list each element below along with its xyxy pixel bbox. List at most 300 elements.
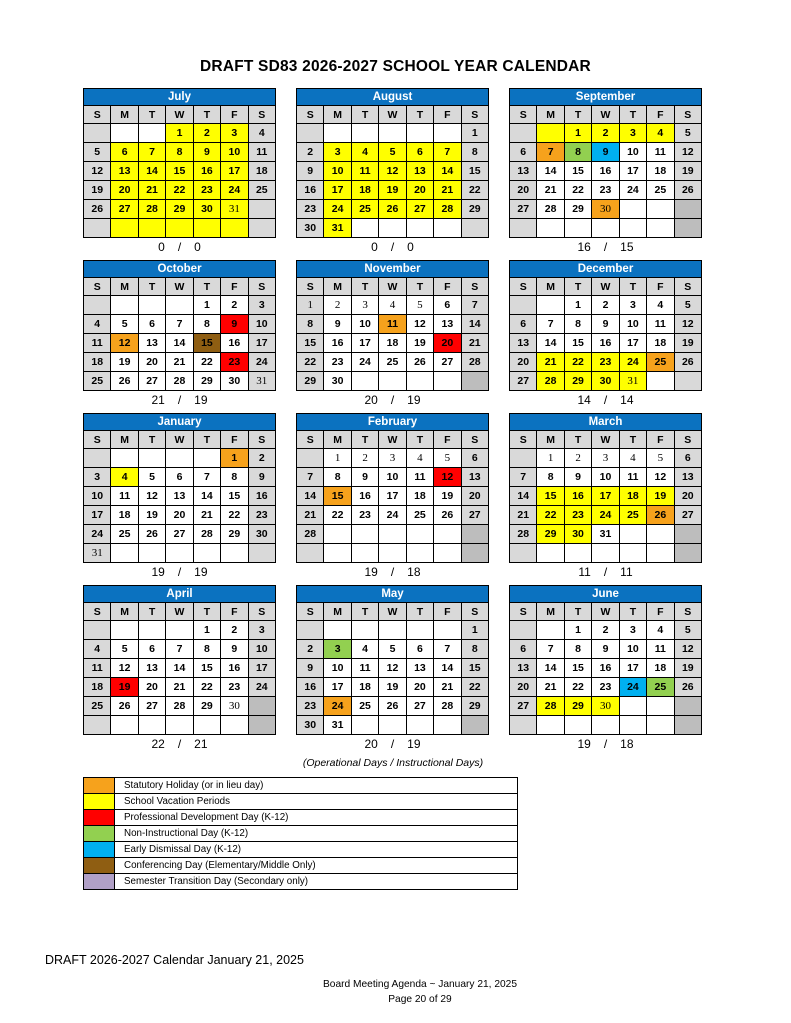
day-cell-empty [509,123,536,142]
day-cell: 6 [509,142,536,161]
day-cell: 28 [536,696,563,715]
weekday-header-cell: S [248,277,275,295]
day-cell: 2 [591,620,618,639]
day-cell: 27 [165,524,192,543]
weekday-header-cell: T [406,105,433,123]
weekday-header-cell: T [351,105,378,123]
day-cell: 22 [323,505,350,524]
legend-color-swatch [84,794,115,809]
month-day-counts [509,391,702,408]
day-cell-empty [248,543,275,562]
day-cell-empty [165,715,192,734]
day-cell: 31 [591,524,618,543]
day-cell: 1 [193,620,220,639]
day-cell: 30 [591,199,618,218]
day-cell: 24 [619,677,646,696]
day-cell: 11 [83,333,110,352]
day-cell: 22 [461,677,488,696]
weekday-header-cell: S [296,430,323,448]
day-cell: 3 [619,295,646,314]
month-calendar-november [296,260,489,413]
day-cell: 10 [248,639,275,658]
day-cell: 25 [83,371,110,390]
day-cell-empty [165,218,192,237]
day-cell: 6 [138,314,165,333]
day-cell: 20 [674,486,701,505]
day-cell: 6 [509,314,536,333]
day-cell: 3 [619,123,646,142]
month-day-counts [296,238,489,255]
day-cell: 30 [248,524,275,543]
day-cell: 14 [296,486,323,505]
legend-item-label: Semester Transition Day (Secondary only) [124,876,309,887]
day-cell-empty [564,715,591,734]
day-cell: 14 [165,333,192,352]
day-cell: 16 [591,658,618,677]
day-cell: 22 [296,352,323,371]
day-cell-empty [165,620,192,639]
day-cell: 30 [591,696,618,715]
day-cell: 29 [461,696,488,715]
day-cell: 22 [165,180,192,199]
legend-item [84,778,517,794]
day-cell-empty [193,448,220,467]
day-cell: 27 [138,696,165,715]
month-grid [509,430,702,563]
day-cell-empty [536,620,563,639]
day-cell-empty [351,715,378,734]
day-cell: 13 [110,161,137,180]
day-cell: 13 [138,333,165,352]
weekday-header-cell: W [165,277,192,295]
day-cell: 23 [351,505,378,524]
day-cell: 11 [351,161,378,180]
day-cell: 28 [433,696,460,715]
day-cell: 19 [674,658,701,677]
legend-item [84,794,517,810]
month-day-counts [296,391,489,408]
day-cell: 16 [323,333,350,352]
day-cell: 6 [433,295,460,314]
weekday-header-cell: T [351,602,378,620]
weekday-header-cell: S [674,602,701,620]
day-cell: 16 [591,161,618,180]
day-cell: 12 [646,467,673,486]
day-cell: 5 [674,123,701,142]
day-cell: 20 [138,677,165,696]
month-grid [296,277,489,391]
day-cell: 21 [165,677,192,696]
month-grid [509,602,702,735]
day-cell: 22 [564,180,591,199]
day-cell: 5 [83,142,110,161]
day-cell: 31 [323,715,350,734]
month-calendar-december [509,260,702,413]
day-cell: 25 [646,677,673,696]
day-cell-empty [406,218,433,237]
weekday-header-cell: S [461,277,488,295]
day-cell: 13 [509,658,536,677]
day-cell: 26 [110,696,137,715]
day-cell: 12 [433,467,460,486]
day-cell: 14 [433,658,460,677]
day-cell-empty [433,123,460,142]
day-cell-empty [110,620,137,639]
legend-color-swatch [84,874,115,889]
day-cell: 9 [296,161,323,180]
day-cell: 16 [564,486,591,505]
weekday-header-cell: W [378,430,405,448]
day-cell: 28 [536,199,563,218]
day-cell: 31 [83,543,110,562]
month-day-counts [83,391,276,408]
day-cell: 5 [433,448,460,467]
day-cell-empty [509,620,536,639]
weekday-header-cell: T [193,105,220,123]
day-cell: 24 [619,352,646,371]
day-cell: 15 [296,333,323,352]
weekday-header-cell: T [564,105,591,123]
day-cell: 6 [406,142,433,161]
day-cell-empty [110,715,137,734]
day-cell-empty [646,715,673,734]
day-cell: 8 [564,142,591,161]
day-cell: 1 [536,448,563,467]
weekday-header-cell: W [378,602,405,620]
instructional-days-count: 0 [194,239,201,254]
day-cell: 17 [619,658,646,677]
instructional-days-count: 19 [407,392,421,407]
day-cell: 20 [406,677,433,696]
day-cell: 24 [619,180,646,199]
count-separator: / [603,392,608,407]
month-calendar-september [509,88,702,260]
day-cell: 8 [193,314,220,333]
day-cell: 13 [674,467,701,486]
day-cell: 7 [461,295,488,314]
legend-color-swatch [84,826,115,841]
day-cell: 8 [461,639,488,658]
weekday-header-cell: F [433,602,460,620]
legend-color-swatch [84,858,115,873]
day-cell-empty [509,218,536,237]
months-row [83,88,703,260]
operational-days-count: 21 [151,392,165,407]
day-cell: 1 [323,448,350,467]
day-cell: 23 [193,180,220,199]
day-cell: 9 [296,658,323,677]
day-cell: 2 [591,123,618,142]
weekday-header-cell: M [323,105,350,123]
legend-item-label: Statutory Holiday (or in lieu day) [124,780,264,791]
weekday-header-cell: T [406,277,433,295]
legend [83,777,518,890]
day-cell: 7 [296,467,323,486]
day-cell: 19 [406,333,433,352]
day-cell-empty [351,123,378,142]
weekday-header-cell: S [509,277,536,295]
day-cell: 5 [378,142,405,161]
day-cell: 15 [461,658,488,677]
day-cell: 12 [674,639,701,658]
weekday-header-cell: M [323,602,350,620]
count-separator: / [603,564,608,579]
day-cell: 12 [110,333,137,352]
day-cell: 13 [433,314,460,333]
weekday-header-cell: S [296,602,323,620]
month-day-counts [509,563,702,580]
month-header: July [83,88,276,105]
day-cell: 10 [378,467,405,486]
operational-days-count: 0 [371,239,378,254]
weekday-header-cell: F [433,105,460,123]
day-cell: 14 [509,486,536,505]
day-cell: 27 [509,696,536,715]
day-cell: 16 [220,333,247,352]
day-cell-empty [165,543,192,562]
day-cell: 30 [193,199,220,218]
day-cell: 31 [220,199,247,218]
day-cell: 29 [461,199,488,218]
weekday-header-cell: W [165,105,192,123]
day-cell-empty [110,543,137,562]
month-calendar-january [83,413,276,585]
day-cell: 20 [406,180,433,199]
day-cell-empty [138,543,165,562]
day-cell: 20 [509,352,536,371]
weekday-header-cell: T [193,277,220,295]
weekday-header-cell: M [110,430,137,448]
day-cell-empty [351,218,378,237]
day-cell: 25 [646,352,673,371]
day-cell: 7 [165,314,192,333]
day-cell: 20 [165,505,192,524]
day-cell: 15 [564,658,591,677]
weekday-header-cell: T [351,277,378,295]
day-cell-empty [646,371,673,390]
day-cell: 6 [110,142,137,161]
weekday-header-cell: T [351,430,378,448]
months-row [83,585,703,757]
day-cell: 17 [619,333,646,352]
day-cell: 22 [564,352,591,371]
weekday-header-cell: M [110,105,137,123]
day-cell-empty [248,218,275,237]
weekday-header-cell: F [433,277,460,295]
month-day-counts [83,735,276,752]
page-title: DRAFT SD83 2026-2027 SCHOOL YEAR CALENDAR [200,58,591,75]
weekday-header-cell: S [461,105,488,123]
day-cell-empty [619,543,646,562]
day-cell: 28 [296,524,323,543]
day-cell-empty [83,295,110,314]
day-cell: 27 [110,199,137,218]
count-separator: / [177,392,182,407]
day-cell-empty [351,524,378,543]
day-cell-empty [536,123,563,142]
day-cell: 22 [220,505,247,524]
day-cell-empty [378,543,405,562]
day-cell: 3 [351,295,378,314]
day-cell: 17 [323,677,350,696]
footer-draft-line: DRAFT 2026-2027 Calendar January 21, 2025 [45,953,304,967]
day-cell: 5 [406,295,433,314]
day-cell: 19 [110,352,137,371]
month-header: November [296,260,489,277]
day-cell: 23 [323,352,350,371]
day-cell: 21 [536,677,563,696]
instructional-days-count: 19 [194,392,208,407]
day-cell: 14 [138,161,165,180]
day-cell: 1 [564,295,591,314]
day-cell-empty [461,543,488,562]
day-cell: 28 [433,199,460,218]
weekday-header-cell: S [509,430,536,448]
day-cell-empty [619,696,646,715]
operational-days-count: 19 [364,564,378,579]
month-grid [83,430,276,563]
day-cell: 7 [536,314,563,333]
day-cell: 28 [165,696,192,715]
month-day-counts [509,238,702,255]
day-cell-empty [138,295,165,314]
day-cell: 10 [619,142,646,161]
instructional-days-count: 15 [620,239,634,254]
day-cell: 11 [619,467,646,486]
day-cell: 12 [674,314,701,333]
weekday-header-cell: F [220,602,247,620]
day-cell: 15 [461,161,488,180]
day-cell-empty [433,543,460,562]
day-cell: 18 [378,333,405,352]
footer-page-number: Page 20 of 29 [388,994,452,1005]
day-cell: 5 [674,295,701,314]
count-separator: / [603,736,608,751]
day-cell: 18 [351,677,378,696]
day-cell: 13 [406,658,433,677]
day-cell: 7 [165,639,192,658]
weekday-header-cell: S [248,105,275,123]
day-cell-empty [461,524,488,543]
day-cell: 29 [296,371,323,390]
day-cell: 17 [248,333,275,352]
day-cell: 8 [564,314,591,333]
day-cell: 27 [461,505,488,524]
day-cell-empty [351,620,378,639]
weekday-header-cell: T [138,602,165,620]
day-cell: 11 [646,639,673,658]
legend-item [84,826,517,842]
legend-item [84,810,517,826]
count-separator: / [390,564,395,579]
day-cell: 4 [83,314,110,333]
count-separator: / [603,239,608,254]
day-cell-empty [138,218,165,237]
day-cell: 30 [220,371,247,390]
day-cell: 12 [674,142,701,161]
day-cell: 20 [110,180,137,199]
day-cell: 24 [323,199,350,218]
day-cell: 4 [646,620,673,639]
weekday-header-cell: F [646,602,673,620]
day-cell: 29 [165,199,192,218]
day-cell: 25 [619,505,646,524]
day-cell: 3 [323,142,350,161]
day-cell: 30 [323,371,350,390]
day-cell-empty [83,218,110,237]
day-cell: 21 [461,333,488,352]
day-cell: 11 [646,314,673,333]
day-cell: 29 [564,696,591,715]
day-cell-empty [674,696,701,715]
day-cell: 4 [646,295,673,314]
day-cell-empty [646,543,673,562]
day-cell: 1 [564,123,591,142]
day-cell: 13 [509,161,536,180]
day-cell: 1 [296,295,323,314]
day-cell: 1 [165,123,192,142]
day-cell: 28 [536,371,563,390]
day-cell: 2 [351,448,378,467]
day-cell: 9 [323,314,350,333]
weekday-header-cell: W [378,277,405,295]
weekday-header-cell: T [619,105,646,123]
day-cell: 10 [220,142,247,161]
day-cell: 25 [110,524,137,543]
operational-days-count: 19 [151,564,165,579]
day-cell: 1 [193,295,220,314]
day-cell: 27 [509,371,536,390]
day-cell: 5 [138,467,165,486]
weekday-header-cell: S [248,602,275,620]
day-cell-empty [323,524,350,543]
day-cell: 16 [591,333,618,352]
day-cell: 6 [509,639,536,658]
day-cell-empty [619,524,646,543]
day-cell: 18 [406,486,433,505]
day-cell: 18 [110,505,137,524]
day-cell: 2 [220,620,247,639]
day-cell: 21 [509,505,536,524]
day-cell-empty [433,371,460,390]
month-grid [296,602,489,735]
day-cell: 20 [461,486,488,505]
day-cell-empty [536,715,563,734]
weekday-header-cell: S [83,602,110,620]
operational-days-count: 16 [577,239,591,254]
day-cell: 17 [83,505,110,524]
day-cell: 26 [378,199,405,218]
weekday-header-cell: T [564,277,591,295]
day-cell: 18 [248,161,275,180]
day-cell-empty [83,448,110,467]
day-cell-empty [110,218,137,237]
legend-item-label: Professional Development Day (K-12) [124,812,289,823]
day-cell-empty [296,123,323,142]
day-cell: 22 [536,505,563,524]
day-cell: 9 [193,142,220,161]
day-cell: 27 [406,199,433,218]
day-cell: 26 [138,524,165,543]
day-cell-empty [248,696,275,715]
day-cell: 17 [248,658,275,677]
count-separator: / [390,239,395,254]
instructional-days-count: 11 [620,564,633,579]
day-cell: 7 [536,639,563,658]
day-cell: 7 [138,142,165,161]
month-grid [296,430,489,563]
day-cell: 28 [509,524,536,543]
